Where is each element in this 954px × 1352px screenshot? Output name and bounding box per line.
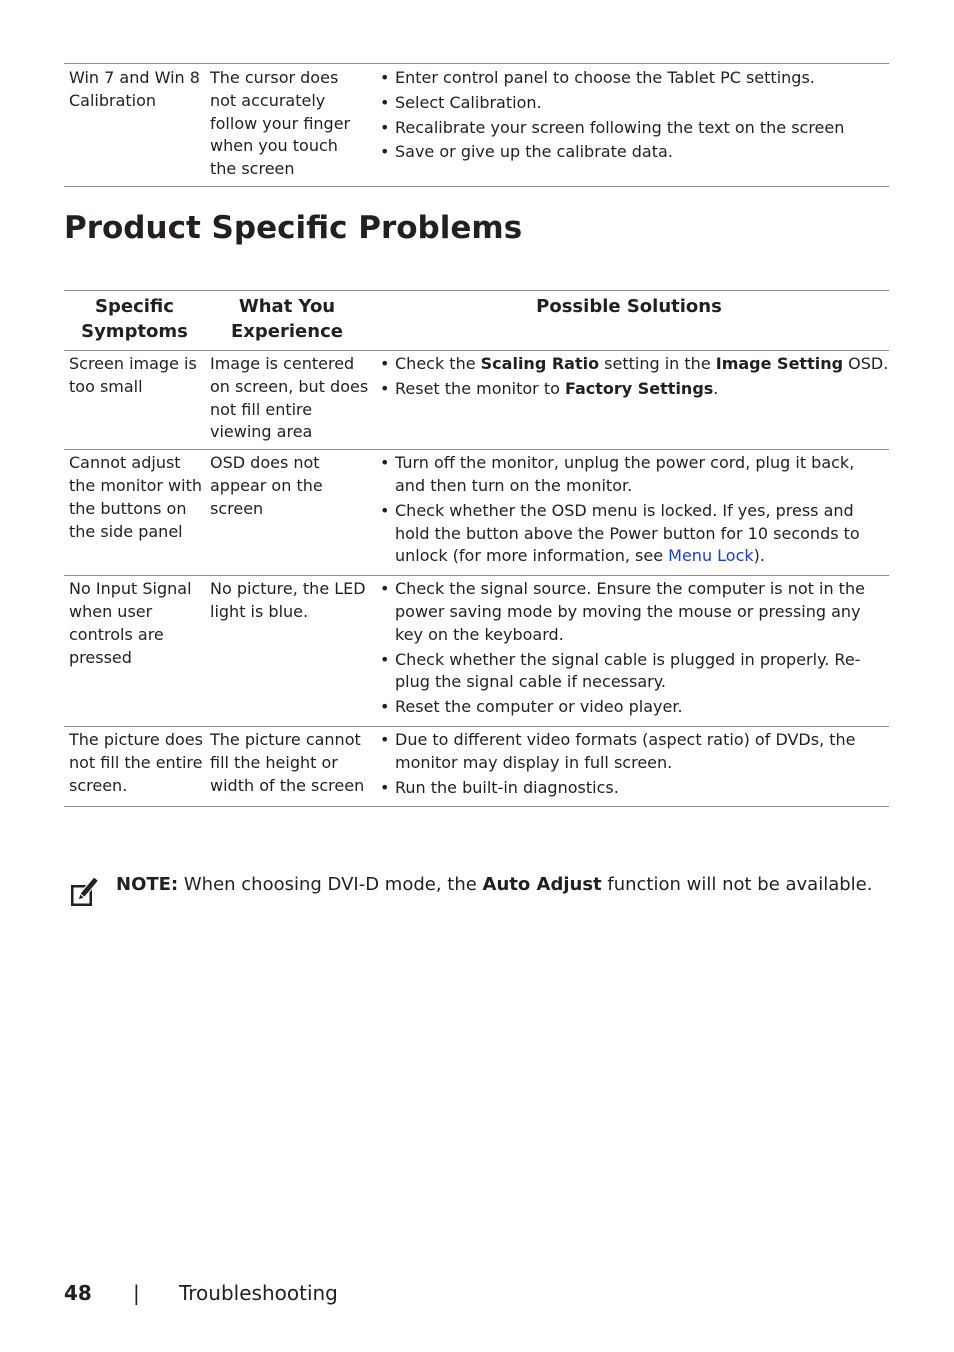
symptom-cell: The picture does not fill the entire screen. <box>69 729 203 795</box>
solutions-cell <box>369 450 889 576</box>
solution-item: • Recalibrate your screen following the text on the screen <box>373 117 889 140</box>
menu-lock-link[interactable]: Menu Lock <box>668 546 754 566</box>
bullet-icon: • <box>380 649 390 669</box>
bullet-icon: • <box>380 729 390 749</box>
bullet-icon: • <box>380 453 390 473</box>
bullet-icon: • <box>380 68 390 87</box>
solution-item: • Enter control panel to choose the Tablet PC settings. <box>373 67 889 90</box>
bullet-icon: • <box>380 579 390 599</box>
table-header-row <box>64 291 889 351</box>
bullet-icon: • <box>380 92 390 112</box>
note-label: NOTE: <box>116 874 179 895</box>
solutions-list <box>373 578 889 719</box>
bullet-icon: • <box>380 697 390 717</box>
solutions-list <box>373 452 889 568</box>
symptom-cell: No Input Signal when user controls are pressed <box>69 579 192 667</box>
header-possible-solutions: Possible Solutions <box>536 296 722 317</box>
section-heading: Product Specific Problems <box>64 210 523 246</box>
footer-section-title: Troubleshooting <box>179 1281 338 1305</box>
solution-item: • Run the built-in diagnostics. <box>373 777 889 800</box>
solutions-cell <box>369 351 889 450</box>
solutions-list <box>373 353 889 401</box>
experience-cell: Image is centered on screen, but does not fill entire viewing area <box>210 354 369 442</box>
solutions-cell <box>369 64 889 187</box>
solutions-cell <box>369 576 889 727</box>
calibration-table <box>64 63 889 187</box>
note-pencil-icon <box>70 877 98 907</box>
experience-cell: The picture cannot fill the height or width of the screen <box>210 729 365 795</box>
solution-item: • Check the signal source. Ensure the computer is not in the power saving mode by moving the mouse or pressing any key on the keyboard. <box>380 579 865 644</box>
solutions-list <box>373 729 889 799</box>
solution-item: • Check whether the signal cable is plugged in properly. Re-plug the signal cable if necessary. <box>380 649 861 692</box>
auto-adjust-term: Auto Adjust <box>482 874 602 895</box>
bullet-icon: • <box>380 500 390 520</box>
bullet-icon: • <box>380 378 390 398</box>
solutions-list <box>373 67 889 164</box>
footer-separator: | <box>133 1281 140 1305</box>
product-problems-table <box>64 290 889 807</box>
solutions-cell <box>369 726 889 806</box>
symptom-cell: Cannot adjust the monitor with the buttons on the side panel <box>69 453 202 541</box>
table-row <box>64 576 889 727</box>
solution-item: • Reset the monitor to Factory Settings. <box>373 378 889 401</box>
solution-item: • Reset the computer or video player. <box>373 696 889 719</box>
header-what-you-experience: What You Experience <box>231 296 343 342</box>
solution-item: • Due to different video formats (aspect ratio) of DVDs, the monitor may display in full screen. <box>380 729 856 772</box>
solution-item: • Select Calibration. <box>373 92 889 115</box>
header-specific-symptoms: Specific Symptoms <box>81 296 188 342</box>
solution-item: • Check whether the OSD menu is locked. If yes, press and hold the button above the Power button for 10 seconds to unlock (for more information, see Menu Lock). <box>380 500 860 566</box>
page-number: 48 <box>64 1281 92 1305</box>
bullet-icon: • <box>380 777 390 797</box>
symptom-cell: Win 7 and Win 8 Calibration <box>69 68 200 110</box>
experience-cell: OSD does not appear on the screen <box>210 453 323 518</box>
bullet-icon: • <box>380 142 390 162</box>
solution-item: • Check the Scaling Ratio setting in the Image Setting OSD. <box>373 353 889 376</box>
table-row <box>64 450 889 576</box>
table-row <box>64 64 889 187</box>
note-text: NOTE: When choosing DVI-D mode, the Auto Adjust function will not be available. <box>116 874 873 895</box>
solution-item: • Save or give up the calibrate data. <box>373 141 889 164</box>
bullet-icon: • <box>380 354 390 373</box>
symptom-cell: Screen image is too small <box>69 354 197 396</box>
table-row <box>64 351 889 450</box>
experience-cell: No picture, the LED light is blue. <box>210 579 366 621</box>
solution-item: • Turn off the monitor, unplug the power cord, plug it back, and then turn on the monitor. <box>380 453 855 495</box>
table-row <box>64 726 889 806</box>
experience-cell: The cursor does not accurately follow your finger when you touch the screen <box>210 68 351 179</box>
bullet-icon: • <box>380 117 390 137</box>
